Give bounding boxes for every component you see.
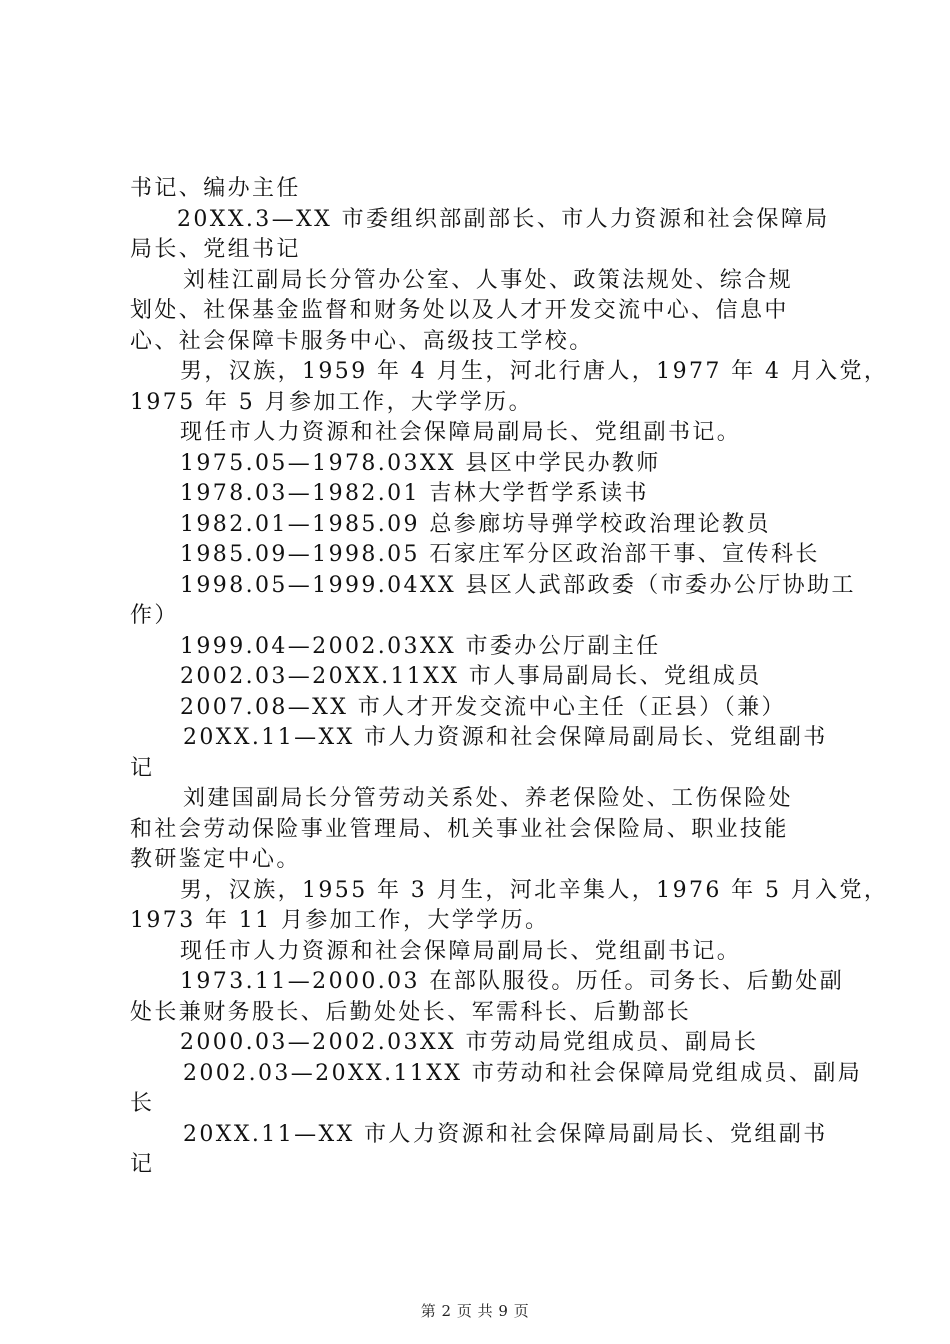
text-line: 男，汉族，1959 年 4 月生，河北行唐人，1977 年 4 月入党， (180, 359, 889, 384)
text-line: 2007.08—XX 市人才开发交流中心主任（正县）（兼） (180, 694, 786, 720)
text-line: 男，汉族，1955 年 3 月生，河北辛集人，1976 年 5 月入党， (180, 877, 889, 903)
text-line: 1975 年 5 月参加工作，大学学历。 (130, 389, 533, 415)
text-line: 刘建国副局长分管劳动关系处、养老保险处、工伤保险处 (183, 786, 794, 811)
text-line: 记 (130, 1152, 155, 1177)
text-line: 处长兼财务股长、后勤处处长、军需科长、后勤部长 (130, 999, 692, 1025)
text-line: 2002.03—20XX.11XX 市劳动和社会保障局党组成员、副局 (183, 1060, 863, 1086)
text-line: 1978.03—1982.01 吉林大学哲学系读书 (180, 481, 649, 506)
text-line: 1973.11—2000.03 在部队服役。历任。司务长、后勤处副 (180, 969, 845, 994)
text-line: 1973 年 11 月参加工作，大学学历。 (130, 908, 550, 933)
document-body (130, 174, 889, 1181)
text-line: 2002.03—20XX.11XX 市人事局副局长、党组成员 (180, 664, 762, 689)
text-line: 20XX.11—XX 市人力资源和社会保障局副局长、党组副书 (183, 1121, 828, 1147)
text-line: 1975.05—1978.03XX 县区中学民办教师 (180, 450, 661, 476)
text-line: 记 (130, 755, 155, 781)
text-line: 20XX.11—XX 市人力资源和社会保障局副局长、党组副书 (183, 725, 828, 750)
text-line: 作） (130, 603, 179, 628)
text-line: 现任市人力资源和社会保障局副局长、党组副书记。 (180, 420, 742, 445)
text-line: 1998.05—1999.04XX 县区人武部政委（市委办公厅协助工 (180, 572, 856, 598)
text-line: 教研鉴定中心。 (130, 847, 301, 872)
text-line: 1982.01—1985.09 总参廊坊导弹学校政治理论教员 (180, 511, 771, 537)
text-line: 现任市人力资源和社会保障局副局长、党组副书记。 (180, 938, 742, 964)
text-line: 1999.04—2002.03XX 市委办公厅副主任 (180, 633, 661, 659)
text-line: 长 (130, 1091, 155, 1116)
text-line: 局长、党组书记 (130, 237, 301, 262)
text-line: 2000.03—2002.03XX 市劳动局党组成员、副局长 (180, 1030, 759, 1055)
text-line: 划处、社保基金监督和财务处以及人才开发交流中心、信息中 (130, 298, 789, 323)
text-line: 书记、编办主任 (130, 176, 301, 201)
text-line: 刘桂江副局长分管办公室、人事处、政策法规处、综合规 (183, 267, 794, 293)
text-line: 20XX.3—XX 市委组织部副部长、市人力资源和社会保障局 (177, 206, 830, 232)
page-footer: 第 2 页 共 9 页 (420, 1302, 530, 1320)
text-line: 和社会劳动保险事业管理局、机关事业社会保险局、职业技能 (130, 816, 789, 842)
text-line: 1985.09—1998.05 石家庄军分区政治部干事、宣传科长 (180, 542, 820, 567)
text-line: 心、社会保障卡服务中心、高级技工学校。 (130, 328, 594, 354)
